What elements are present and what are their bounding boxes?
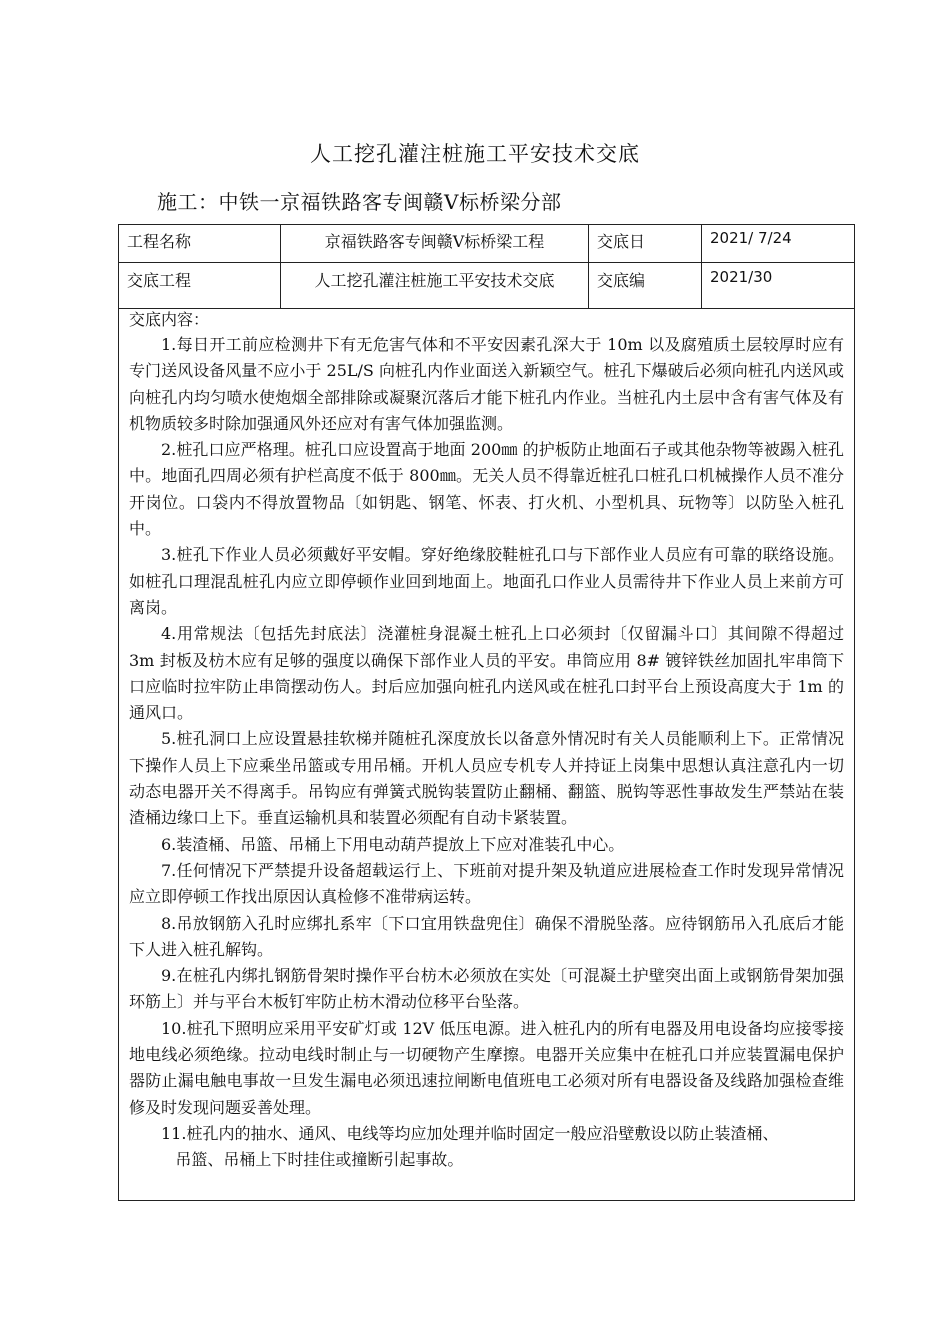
content-item: 11.桩孔内的抽水、通风、电线等均应加处理并临时固定一般应沿壁敷设以防止装渣桶、	[161, 1123, 779, 1143]
handover-content-box	[118, 304, 855, 1201]
content-item: 2.桩孔口应严格理。桩孔口应设置高于地面 200㎜ 的护板防止地面石子或其他杂物等被踢入桩孔中。地面孔四周必须有护栏高度不低于 800㎜。无关人员不得靠近桩孔口桩孔口机械操作人员不准分开岗位。口袋内不得放置物品〔如钥匙、钢笔、怀表、打火机、小型机具、玩物等〕以防坠入桩孔中。	[129, 440, 844, 539]
content-item: 1.每日开工前应检测井下有无危害气体和不平安因素孔深大于 10m 以及腐殖质土层较厚时应有专门送风设备风量不应小于 25L/S 向桩孔内作业面送入新颖空气。桩孔下爆破后必须向桩孔内送风或向桩孔内均匀喷水使炮烟全部排除或凝聚沉落后才能下桩孔内作业。当桩孔内土层中含有害气体及有机物质较多时除加强通风外还应对有害气体加强监测。	[129, 335, 844, 433]
handover-project-label: 交底工程	[119, 263, 281, 309]
page-title: 人工挖孔灌注桩施工平安技术交底	[310, 142, 640, 166]
handover-project-value: 人工挖孔灌注桩施工平安技术交底	[281, 263, 589, 309]
content-item: 7.任何情况下严禁提升设备超载运行上、下班前对提升架及轨道应进展检查工作时发现异常情况应立即停顿工作找出原因认真检修不准带病运转。	[129, 860, 844, 907]
content-item: 4.用常规法〔包括先封底法〕浇灌桩身混凝土桩孔上口必须封〔仅留漏斗口〕其间隙不得超过 3m 封板及枋木应有足够的强度以确保下部作业人员的平安。串筒应用 8# 镀锌铁丝加固扎牢串筒下口应临时拉牢防止串筒摆动伤人。封后应加强向桩孔内送风或在桩孔口封平台上预设高度大于 1m 的通风口。	[129, 624, 844, 723]
content-item: 6.装渣桶、吊篮、吊桶上下用电动葫芦提放上下应对准装孔中心。	[161, 834, 625, 854]
content-items	[129, 332, 844, 1174]
table-row	[119, 225, 855, 263]
info-table	[118, 224, 855, 309]
content-item-continuation: 吊篮、吊桶上下时挂住或撞断引起事故。	[175, 1150, 464, 1170]
content-item: 9.在桩孔内绑扎钢筋骨架时操作平台枋木必须放在实处〔可混凝土护壁突出面上或钢筋骨架加强环筋上〕并与平台木板钉牢防止枋木滑动位移平台坠落。	[129, 966, 844, 1012]
project-name-label: 工程名称	[119, 225, 281, 263]
handover-number-value: 2021/30	[702, 263, 855, 309]
table-row	[119, 263, 855, 309]
page-subtitle: 施工：中铁一京福铁路客专闽赣Ⅴ标桥梁分部	[157, 190, 562, 214]
handover-number-label: 交底编	[589, 263, 702, 309]
content-item: 8.吊放钢筋入孔时应绑扎系牢〔下口宜用铁盘兜住〕确保不滑脱坠落。应待钢筋吊入孔底后才能下人进入桩孔解钩。	[129, 913, 844, 959]
content-item: 10.桩孔下照明应采用平安矿灯或 12V 低压电源。进入桩孔内的所有电器及用电设备均应接零接地电线必须绝缘。拉动电线时制止与一切硬物产生摩擦。电器开关应集中在桩孔口并应装置漏电保护器防止漏电触电事故一旦发生漏电必须迅速拉闸断电值班电工必须对所有电器设备及线路加强检查维修及时发现问题妥善处理。	[129, 1018, 844, 1117]
project-name-value: 京福铁路客专闽赣Ⅴ标桥梁工程	[281, 225, 589, 263]
content-item: 5.桩孔洞口上应设置悬挂软梯并随桩孔深度放长以备意外情况时有关人员能顺利上下。正常情况下操作人员上下应乘坐吊篮或专用吊桶。开机人员应专机专人并持证上岗集中思想认真注意孔内一切动态电器开关不得离手。吊钩应有弹簧式脱钩装置防止翻桶、翻篮、脱钩等恶性事故发生严禁站在装渣桶边缘口上下。垂直运输机具和装置必须配有自动卡紧装置。	[129, 729, 844, 828]
content-item: 3.桩孔下作业人员必须戴好平安帽。穿好绝缘胶鞋桩孔口与下部作业人员应有可靠的联络设施。如桩孔口理混乱桩孔内应立即停顿作业回到地面上。地面孔口作业人员需待井下作业人员上来前方可离岗。	[129, 545, 844, 617]
handover-date-label: 交底日	[589, 225, 702, 263]
handover-date-value: 2021/ 7/24	[702, 225, 855, 263]
content-label: 交底内容：	[129, 310, 210, 329]
